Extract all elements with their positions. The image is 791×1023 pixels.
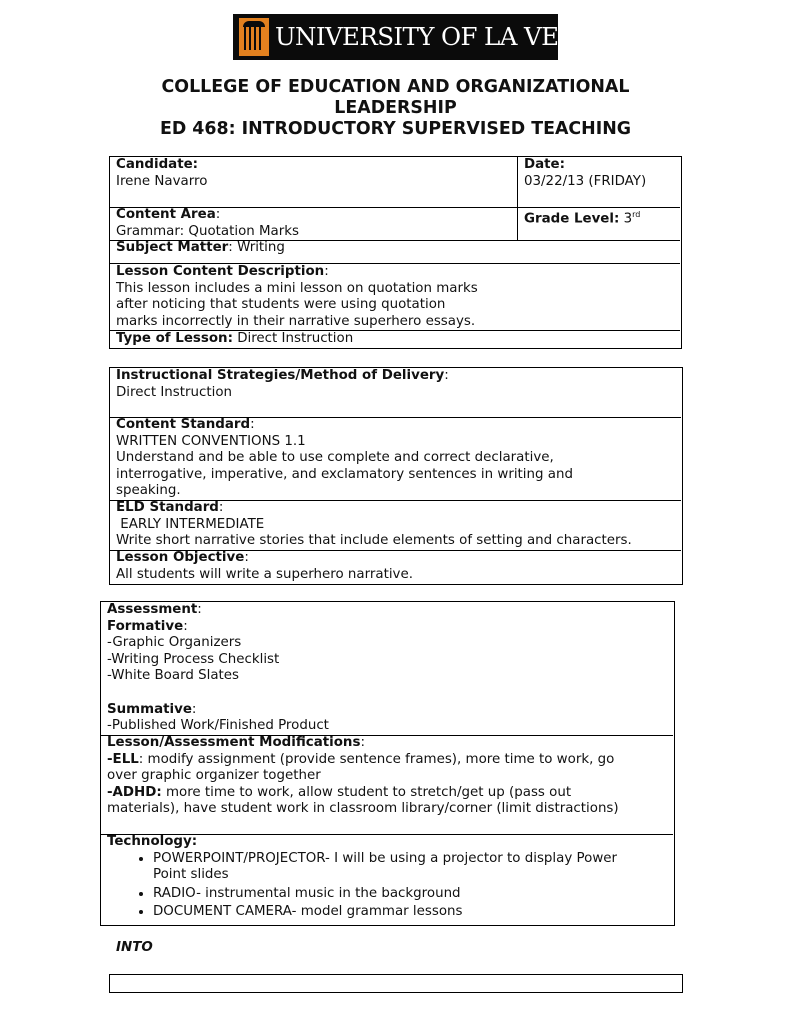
modifications-label: Lesson/Assessment Modifications: [107, 735, 361, 750]
lesson-description-line: This lesson includes a mini lesson on quotation marks: [116, 280, 478, 296]
content-area-cell: Content Area: Grammar: Quotation Marks: [110, 207, 517, 240]
content-standard-line: interrogative, imperative, and exclamatory sentences in writing and: [116, 466, 573, 482]
eld-standard-label: ELD Standard: [116, 500, 219, 515]
modifications-cell: Lesson/Assessment Modifications: -ELL: modify assignment (provide sentence frames), more time to work, go over graphic organizer together -ADHD: more time to work, allow student to stretch/get up (pass out materials), have student work in classroom library/corner (limit distractions): [101, 735, 674, 818]
formative-item: -White Board Slates: [107, 668, 239, 684]
lesson-objective-value: All students will write a superhero narrative.: [116, 566, 413, 582]
building-seal-icon: [239, 18, 269, 56]
adhd-text: more time to work, allow student to stretch/get up (pass out: [161, 784, 572, 800]
content-standard-cell: Content Standard: WRITTEN CONVENTIONS 1.1 Understand and be able to use complete and correct declarative, interrogative, imperative, and exclamatory sentences in writing and speaking.: [110, 417, 682, 500]
candidate-name: Irene Navarro: [116, 173, 208, 189]
assessment-cell: Assessment: Formative: -Graphic Organizers -Writing Process Checklist -White Board Slates Summative: -Published Work/Finished Product: [101, 602, 674, 735]
grade-level-suffix: rd: [632, 210, 641, 219]
course-title: ED 468: INTRODUCTORY SUPERVISED TEACHING: [159, 119, 632, 139]
date-label: Date:: [524, 157, 565, 172]
formative-item: -Writing Process Checklist: [107, 651, 280, 667]
grade-level-cell: [518, 207, 681, 228]
lesson-description-label: Lesson Content Description: [116, 264, 325, 279]
strategies-label: Instructional Strategies/Method of Delivery: [116, 368, 445, 383]
summative-label: Summative: [107, 701, 192, 717]
strategies-cell: Instructional Strategies/Method of Delivery: Direct Instruction: [110, 368, 682, 401]
subject-matter-cell: [110, 240, 681, 257]
assessment-label: Assessment: [107, 602, 198, 617]
candidate-cell: [110, 157, 517, 190]
lesson-objective-label: Lesson Objective: [116, 550, 245, 565]
content-standard-label: Content Standard: [116, 417, 251, 432]
content-standard-line: WRITTEN CONVENTIONS 1.1: [116, 433, 306, 449]
ell-text: over graphic organizer together: [107, 768, 321, 784]
logo-text: UNIVERSITY OF LA VERNE: [275, 21, 615, 51]
grade-level-value: 3: [623, 211, 633, 227]
content-standard-line: Understand and be able to use complete and correct declarative,: [116, 450, 554, 466]
eld-standard-cell: ELD Standard: EARLY INTERMEDIATE Write short narrative stories that include elements of setting and characters.: [110, 500, 682, 550]
lesson-description-cell: Lesson Content Description: This lesson includes a mini lesson on quotation marks after noticing that students were using quotation marks incorrectly in their narrative superhero essays.: [110, 264, 681, 330]
college-title-line1: COLLEGE OF EDUCATION AND ORGANIZATIONAL: [161, 77, 630, 97]
ell-label: -ELL: [107, 751, 139, 767]
lesson-type-label: Type of Lesson:: [116, 331, 233, 346]
adhd-label: -ADHD:: [107, 784, 162, 800]
content-standard-line: speaking.: [116, 483, 181, 499]
formative-label: Formative: [107, 618, 184, 634]
instruction-table: [109, 367, 683, 585]
strategies-value: Direct Instruction: [116, 384, 233, 400]
lesson-type-value: Direct Instruction: [232, 331, 354, 346]
grade-level-label: Grade Level:: [524, 211, 620, 227]
candidate-label: Candidate:: [116, 157, 199, 172]
technology-cell: [101, 834, 674, 923]
eld-standard-line: Write short narrative stories that include elements of setting and characters.: [116, 533, 632, 549]
into-heading: INTO: [116, 940, 153, 955]
lesson-info-table: [109, 156, 682, 349]
adhd-text: materials), have student work in classroom library/corner (limit distractions): [107, 801, 619, 817]
summative-item: -Published Work/Finished Product: [107, 718, 329, 734]
lesson-type-cell: [110, 331, 681, 348]
date-cell: [518, 157, 681, 190]
into-table: [109, 974, 683, 993]
lesson-description-line: marks incorrectly in their narrative superhero essays.: [116, 313, 476, 329]
content-area-label: Content Area: [116, 207, 216, 222]
university-logo: [233, 14, 615, 60]
lesson-description-line: after noticing that students were using quotation: [116, 297, 446, 313]
college-title-line2: LEADERSHIP: [334, 98, 457, 118]
date-value: 03/22/13 (FRIDAY): [524, 173, 647, 189]
subject-matter-value: : Writing: [228, 240, 285, 255]
lesson-objective-cell: Lesson Objective: All students will write a superhero narrative.: [110, 550, 682, 583]
eld-standard-line: EARLY INTERMEDIATE: [116, 516, 265, 532]
ell-text: : modify assignment (provide sentence frames), more time to work, go: [138, 751, 615, 767]
subject-matter-label: Subject Matter: [116, 240, 229, 255]
technology-list: [107, 851, 668, 921]
technology-item: • DOCUMENT CAMERA- model grammar lessons: [153, 904, 668, 921]
content-area-value: Grammar: Quotation Marks: [116, 223, 299, 239]
assessment-table: [100, 601, 675, 926]
technology-item: • POWERPOINT/PROJECTOR- I will be using a projector to display Power Point slides: [153, 851, 668, 884]
technology-label: Technology:: [107, 834, 198, 849]
technology-item: • RADIO- instrumental music in the background: [153, 886, 668, 903]
formative-item: -Graphic Organizers: [107, 635, 242, 651]
